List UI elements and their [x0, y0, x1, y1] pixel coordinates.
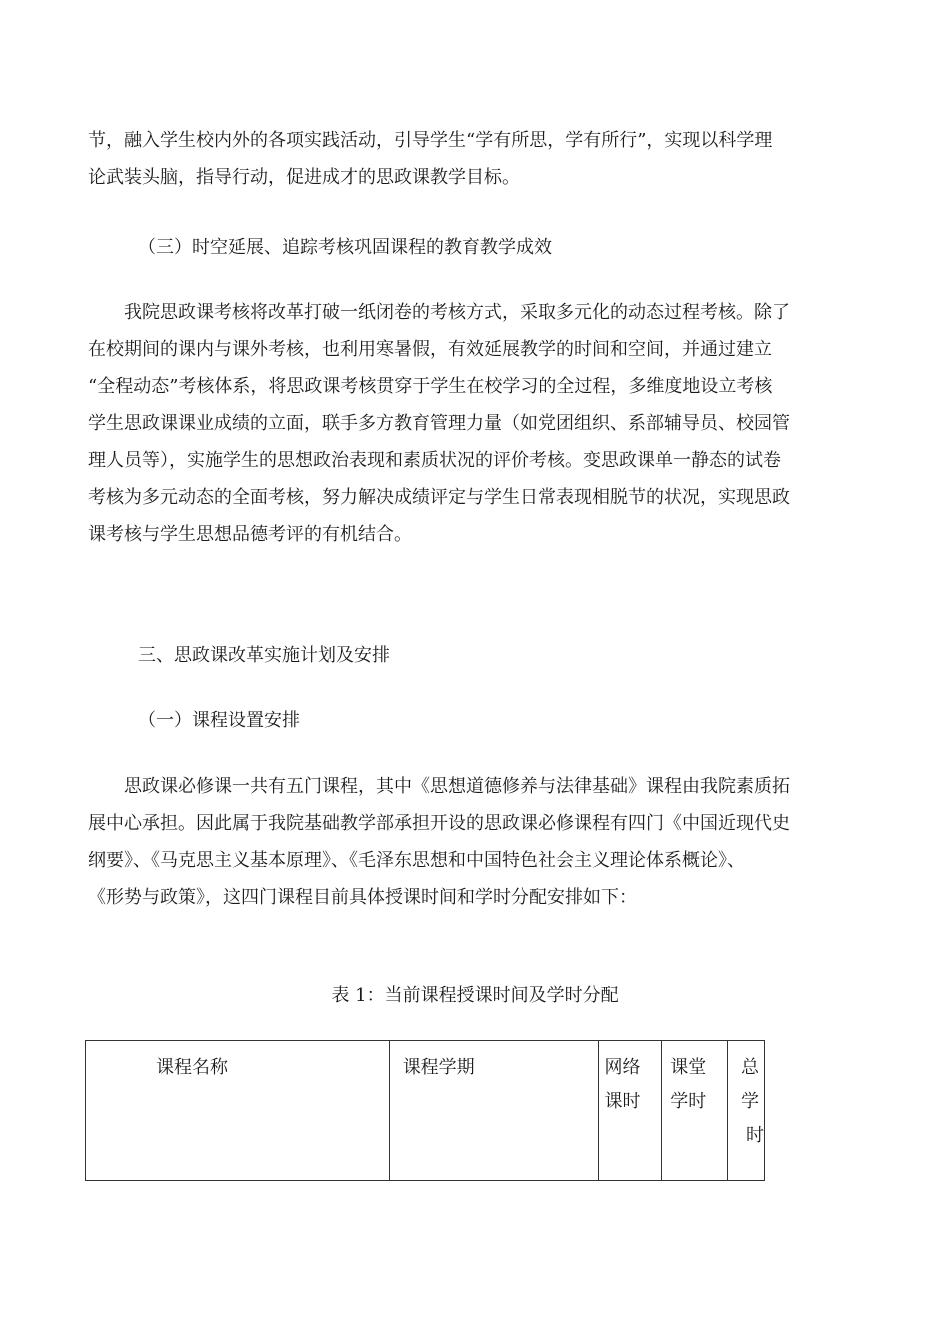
header-text: 课堂 — [670, 1057, 707, 1078]
header-course-semester — [389, 1041, 598, 1181]
section-heading-3: 三、思政课改革实施计划及安排 — [138, 645, 390, 666]
text-line: 纲要》、《马克思主义基本原理》、《毛泽东思想和中国特色社会主义理论体系概论》、 — [88, 850, 745, 871]
text-line: 论武装头脑，指导行动，促进成才的思政课教学目标。 — [88, 167, 520, 188]
header-text: 课程学期 — [402, 1057, 475, 1078]
header-class-hours — [662, 1041, 728, 1181]
header-text: 总学 — [741, 1057, 759, 1112]
text-line: 展中心承担。因此属于我院基础教学部承担开设的思政课必修课程有四门《中国近现代史 — [88, 813, 790, 834]
header-text: 时 — [746, 1125, 764, 1146]
header-course-name — [86, 1041, 390, 1181]
header-text: 课程名称 — [156, 1057, 228, 1078]
header-total-hours — [728, 1041, 765, 1181]
header-text: 网络 — [604, 1057, 641, 1078]
paragraph-course-setup — [88, 768, 856, 916]
text-line: 理人员等），实施学生的思想政治表现和素质状况的评价考核。变思政课单一静态的试卷 — [88, 450, 781, 471]
text-line: 我院思政课考核将改革打破一纸闭卷的考核方式，采取多元化的动态过程考核。除了 — [88, 302, 790, 323]
text-line: 考核为多元动态的全面考核，努力解决成绩评定与学生日常表现相脱节的状况，实现思政 — [88, 487, 790, 508]
paragraph-practice-goal — [88, 122, 856, 196]
table-header-row — [86, 1041, 765, 1181]
header-text: 学时 — [670, 1091, 707, 1112]
text-line: 在校期间的课内与课外考核，也利用寒暑假，有效延展教学的时间和空间，并通过建立 — [88, 339, 772, 360]
header-online-hours — [598, 1041, 662, 1181]
section-heading-3-3: （三）时空延展、追踪考核巩固课程的教育教学成效 — [138, 237, 552, 258]
text-line: 学生思政课课业成绩的立面，联手多方教育管理力量（如党团组织、系部辅导员、校园管 — [88, 413, 790, 434]
table-caption: 表 1：当前课程授课时间及学时分配 — [331, 985, 619, 1006]
text-line: 《形势与政策》，这四门课程目前具体授课时间和学时分配安排如下： — [88, 887, 637, 908]
text-line: “全程动态”考核体系，将思政课考核贯穿于学生在校学习的全过程，多维度地设立考核 — [88, 376, 773, 397]
course-hours-table — [85, 1040, 765, 1181]
text-line: 节，融入学生校内外的各项实践活动，引导学生“学有所思，学有所行”，实现以科学理 — [88, 130, 773, 151]
header-text: 课时 — [604, 1091, 641, 1112]
text-line: 思政课必修课一共有五门课程，其中《思想道德修养与法律基础》课程由我院素质拓 — [88, 776, 790, 797]
section-heading-3-1: （一）课程设置安排 — [138, 710, 300, 731]
text-line: 课考核与学生思想品德考评的有机结合。 — [88, 524, 412, 545]
paragraph-assessment-reform — [88, 294, 856, 553]
